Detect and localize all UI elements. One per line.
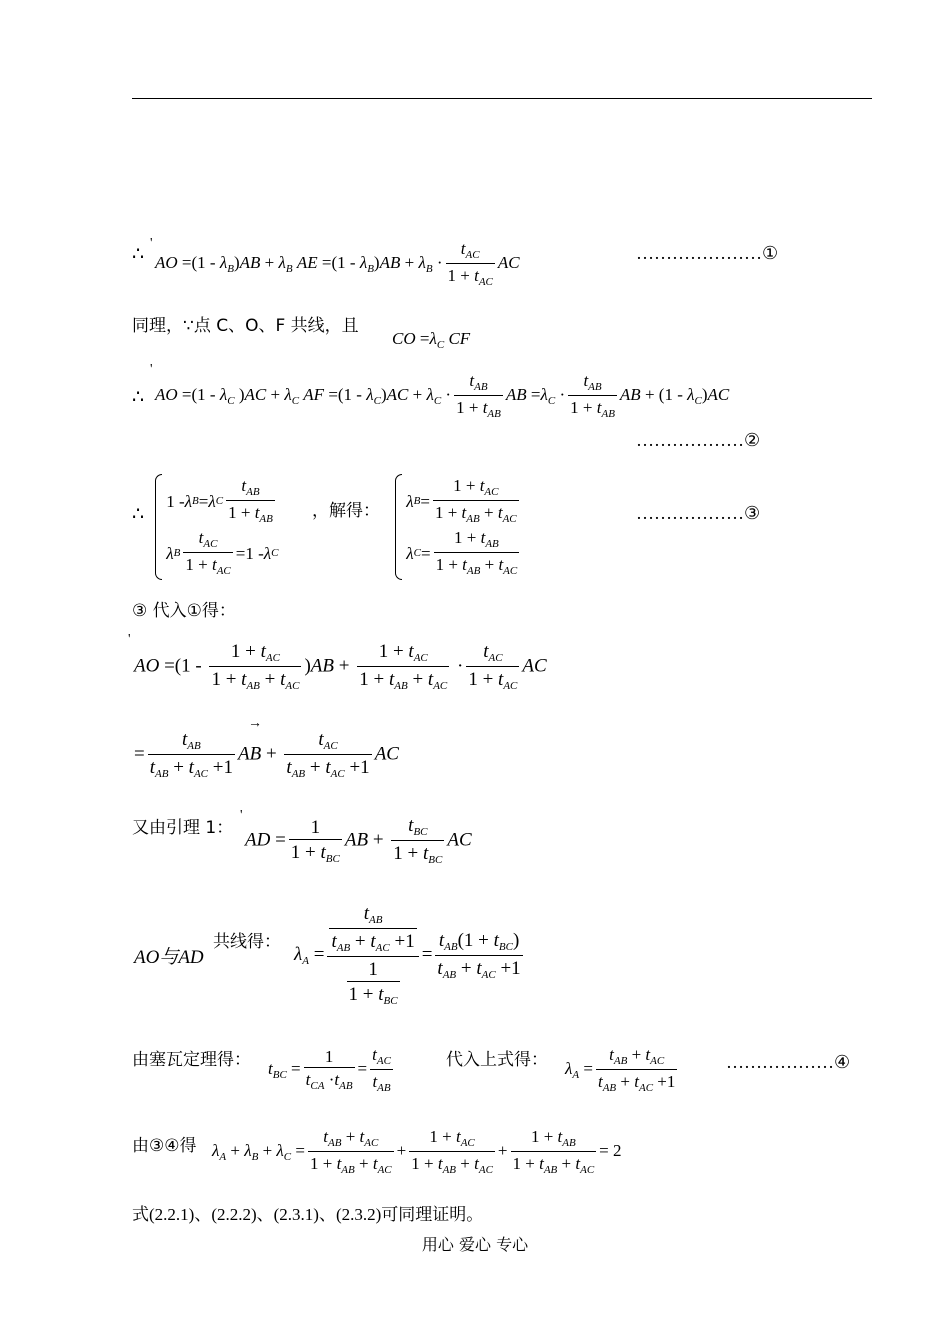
substitute-label: ③ 代入①得： (132, 601, 236, 621)
solution-system: λ B = $\frac{1 + t_{AC}}{1 + t_{AB} + t_{AC}}$ λ C = $\frac{1 + t_{AB}}{1 + t_{AB} + t_{AC}}$ (395, 474, 522, 580)
equation-tbc: $t_{BC}$ = $\frac{1}{t_{CA} \cdot t_{AB}}$ = $\frac{t_{AC}}{t_{AB}}$ (268, 1045, 391, 1094)
equation-4: = $\frac{t_{AB}}{t_{AB} + t_{AC} +1}$ AB + $\frac{t_{AC}}{t_{AB} + t_{AC} +1}$ AC (134, 729, 399, 780)
collinear-label: 共线得： (213, 932, 281, 952)
page-footer: 用心 爱心 专心 (421, 1235, 529, 1254)
equation-2: AO $=(1 - \lambda_C$ )$AC + \lambda_C$ AF $=(1 - \lambda_C)AC + \lambda_C$ · $\frac{t_{AB}}{1 + t_{AB}}$ AB $=\lambda_C$ · $\frac{t_{AB}}{1 + t_{AB}}$ AB + $(1 - \lambda_C)AC$ (155, 371, 730, 420)
system-equations: 1 - λ B = λ C $\frac{t_{AB}}{1 + t_{AB}}$ λ B $\frac{t_{AC}}{1 + t_{AC}}$ =1 - λ C (155, 474, 278, 580)
therefore-symbol-2: ∴ (132, 387, 145, 408)
ceva-label: 由塞瓦定理得： (132, 1050, 251, 1070)
equation-1: AO $=(1 - \lambda_B)AB + \lambda_B$ AE $=(1 - \lambda_B)AB + \lambda_B$ · $\frac{t_{AC}}{1 + t_{AC}}$ AC (155, 239, 520, 288)
vector-mark: ' (150, 236, 153, 251)
equation-3: AO =(1 - $\frac{1 + t_{AC}}{1 + t_{AB} + t_{AC}}$ )AB + $\frac{1 + t_{AC}}{1 + t_{AB} + t_{AC}}$ · $\frac{t_{AC}}{1 + t_{AC}}$ AC (134, 641, 547, 692)
vector-mark: ' (240, 808, 243, 823)
solve-label: ，解得： (312, 501, 380, 521)
vector-mark: ' (150, 362, 153, 377)
equation-co: CO $=\lambda_C$ CF (392, 329, 471, 351)
collinear-statement: 同理，∵点 C、O、F 共线，且 (132, 316, 359, 336)
equation-tag-3: ………………③ (636, 503, 761, 523)
equation-sum: $\lambda_A + \lambda_B + \lambda_C$ = $\frac{t_{AB} + t_{AC}}{1 + t_{AB} + t_{AC}}$ + $\frac{1 + t_{AC}}{1 + t_{AB} + t_{AC}}$ + $\frac{1 + t_{AB}}{1 + t_{AB} + t_{AC}}$ = 2 (212, 1127, 622, 1176)
equation-lambda-a-final: $\lambda_A$ = $\frac{t_{AB} + t_{AC}}{t_{AB} + t_{AC} +1}$ (565, 1045, 676, 1094)
lemma-label: 又由引理 1： (132, 818, 234, 838)
equation-lambda-a: $\lambda_A$ = $\frac{\frac{t_{AB}}{t_{AB} + t_{AC} +1}}{\frac{1}{1 + t_{BC}}}$ = $\frac{t_{AB}(1 + t_{BC})}{t_{AB} + t_{AC} +1}$ (294, 903, 521, 1007)
closing-statement: 式(2.2.1)、(2.2.2)、(2.3.1)、(2.3.2)可同理证明。 (132, 1205, 484, 1224)
conclusion-label: 由③④得 (132, 1136, 197, 1156)
vector-arrow: → (248, 716, 262, 731)
ao-ad-label: AO与AD (134, 947, 204, 968)
vector-mark: ' (128, 632, 131, 647)
header-rule (132, 98, 872, 99)
therefore-symbol-3: ∴ (132, 504, 145, 525)
equation-ad: AD = $\frac{1}{1 + t_{BC}}$ AB + $\frac{t_{BC}}{1 + t_{BC}}$ AC (245, 815, 472, 866)
equation-tag-4: ………………④ (726, 1052, 851, 1072)
equation-tag-1: …………………① (636, 243, 779, 263)
equation-tag-2: ………………② (636, 430, 761, 450)
substitute-label-2: 代入上式得： (446, 1050, 548, 1070)
therefore-symbol-1: ∴ (132, 244, 145, 265)
